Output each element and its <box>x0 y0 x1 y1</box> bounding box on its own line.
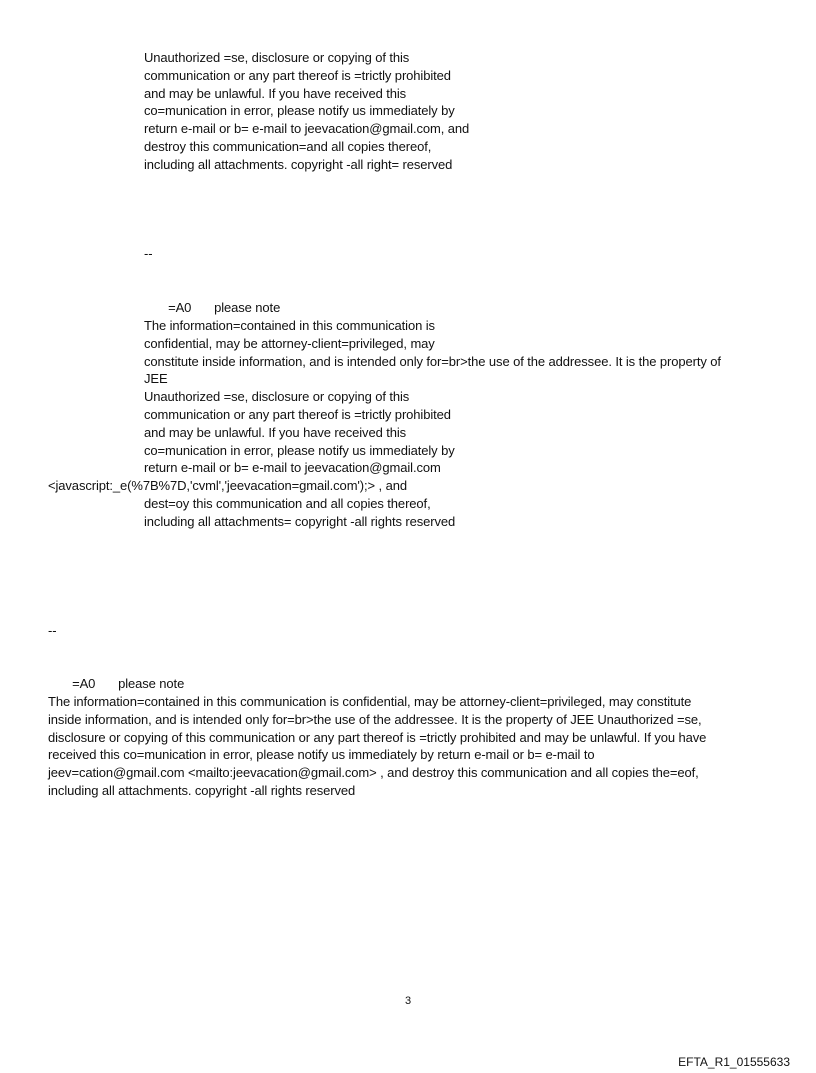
text-line: Unauthorized =se, disclosure or copying of this <box>144 50 410 65</box>
text-line: constitute inside information, and is intended only for=br>the use of the addressee. It is the property of <box>144 353 721 369</box>
text-line: Unauthorized =se, disclosure or copying of this <box>144 389 410 405</box>
text-line: confidential, may be attorney-client=privileged, may <box>144 335 435 351</box>
page-number: 3 <box>404 995 412 1007</box>
text-line: and may be unlawful. If you have received this <box>144 424 407 440</box>
text-line: return e-mail or b= e-mail to jeevacation@gmail.com, and <box>144 121 470 137</box>
note-label: please note <box>214 299 281 315</box>
javascript-link-line <box>48 477 407 495</box>
text-line: communication or any part thereof is =trictly prohibited <box>144 67 451 83</box>
text-line: The information=contained in this communication is <box>144 318 435 333</box>
text-line: jeev=cation@gmail.com <mailto:jeevacation@gmail.com> , and destroy this communication and all copies the=eof, <box>48 765 699 781</box>
text-line: The information=contained in this communication is confidential, may be attorney-client=privileged, may constitute <box>48 694 692 709</box>
text-line: including all attachments. copyright -all right= reserved <box>144 156 453 172</box>
text-line: received this co=munication in error, please notify us immediately by return e-mail or b= e-mail to <box>48 747 595 763</box>
email-disclaimer-3 <box>48 693 768 800</box>
text-line: communication or any part thereof is =trictly prohibited <box>144 406 451 422</box>
signature-separator-3 <box>48 622 56 640</box>
text-line: co=munication in error, please notify us immediately by <box>144 442 455 458</box>
note-label: please note <box>118 675 185 691</box>
note-prefix: =A0 <box>72 675 96 691</box>
text-line: inside information, and is intended only for=br>the use of the addressee. It is the property of JEE Unauthorized =se, <box>48 711 702 727</box>
email-disclaimer-2 <box>144 317 721 477</box>
email-disclaimer-1 <box>144 49 469 174</box>
text-line: co=munication in error, please notify us immediately by <box>144 103 455 119</box>
separator: -- <box>144 246 153 261</box>
text-line: including all attachments. copyright -all rights reserved <box>48 782 356 798</box>
text-line: including all attachments= copyright -all rights reserved <box>144 513 456 529</box>
text-line: return e-mail or b= e-mail to jeevacation@gmail.com <box>144 460 441 476</box>
text-line: JEE <box>144 371 168 387</box>
text-line: disclosure or copying of this communication or any part thereof is =trictly prohibited and may be unlawful. If you have <box>48 729 707 745</box>
signature-separator-2 <box>144 245 152 263</box>
separator: -- <box>48 623 57 638</box>
text-line: and may be unlawful. If you have received this <box>144 85 407 101</box>
text-line: <javascript:_e(%7B%7D,'cvml','jeevacation=gmail.com');> , and <box>48 478 407 493</box>
email-disclaimer-2-tail <box>144 495 455 531</box>
text-line: dest=oy this communication and all copies thereof, <box>144 496 431 511</box>
note-prefix: =A0 <box>168 299 192 315</box>
text-line: destroy this communication=and all copies thereof, <box>144 138 432 154</box>
document-id: EFTA_R1_01555633 <box>678 1055 790 1069</box>
